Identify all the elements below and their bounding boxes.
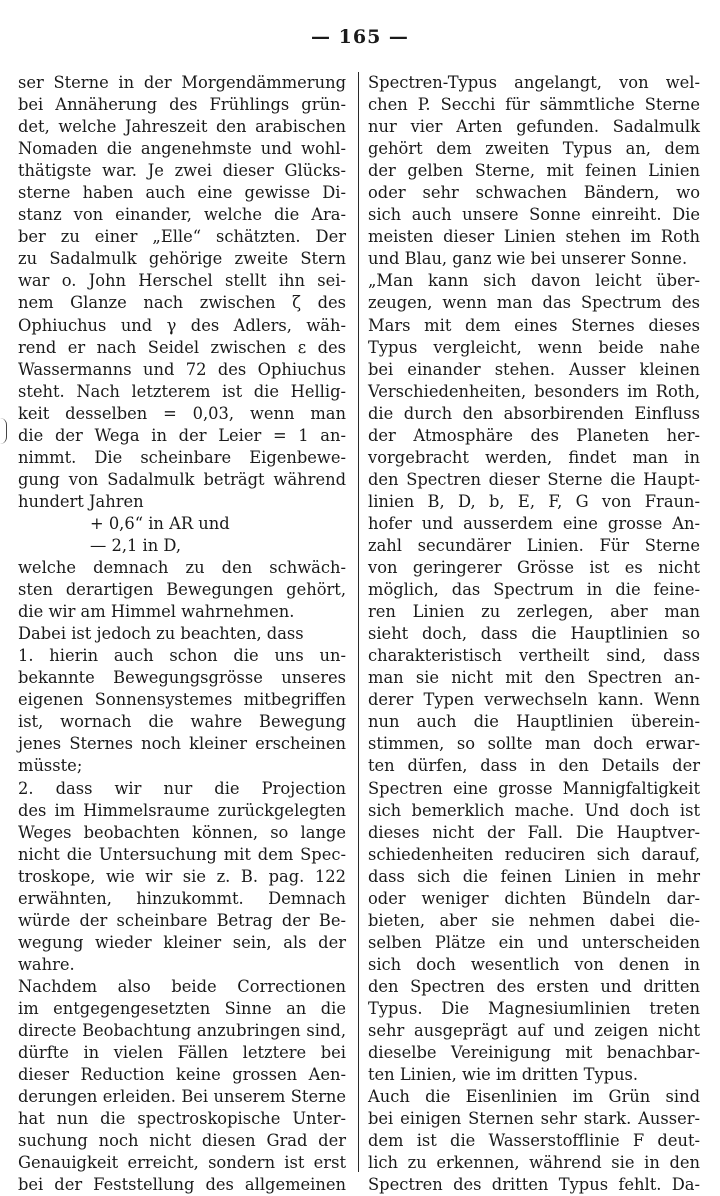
right-text-column [368,72,700,1196]
left-column-text-line: sterne haben auch eine gewisse Di- [18,183,346,203]
right-column-text-line: zahl secundärer Linien. Für Sterne [368,535,700,555]
left-column-text-line: det, welche Jahreszeit den arabischen [18,117,346,137]
left-column-text-line: + 0,6“ in AR und [90,513,230,533]
left-column-text-line: keit desselben = 0,03, wenn man [18,403,346,423]
right-column-text-line: meisten dieser Linien stehen im Roth [368,227,700,247]
left-column-text-line: jenes Sternes noch kleiner erscheinen [18,734,346,754]
left-column-text-line: derungen erleiden. Bei unserem Sterne [18,1087,346,1107]
right-column-text-line: oder weniger dichten Bündeln dar- [368,888,700,908]
right-column-text-line: oder sehr schwachen Bändern, wo [368,183,700,203]
left-column-text-line: 1. hierin auch schon die uns un- [18,646,346,666]
right-column-text-line: ten dürfen, dass in den Details der [368,756,700,776]
left-column-text-line: wahre. [18,954,75,974]
left-column-text-line: dürfte in vielen Fällen letztere bei [18,1043,346,1063]
left-column-text-line: war o. John Herschel stellt ihn sei- [18,271,346,291]
left-column-text-line: suchung noch nicht diesen Grad der [18,1131,346,1151]
left-column-text-line: müsste; [18,756,83,776]
right-column-text-line: „Man kann sich davon leicht über- [368,271,700,291]
left-column-text-line: ist, wornach die wahre Bewegung [18,712,346,732]
left-column-text-line: hat nun die spectroskopische Unter- [18,1109,346,1129]
right-column-text-line: gehört dem zweiten Typus an, dem [368,139,700,159]
left-column-text-line: hundert Jahren [18,491,144,511]
left-column-text-line: Wassermanns und 72 des Ophiuchus [18,359,346,379]
right-column-text-line: zeugen, wenn man das Spectrum des [368,293,700,313]
right-column-text-line: und Blau, ganz wie bei unserer Sonne. [368,249,688,269]
right-column-text-line: bei einander stehen. Ausser kleinen [368,359,700,379]
left-column-text-line: nem Glanze nach zwischen ζ des [18,293,346,313]
left-column-text-line: die der Wega in der Leier = 1 an- [18,425,346,445]
right-column-text-line: die durch den absorbirenden Einfluss [368,403,700,423]
left-column-text-line: nicht die Untersuchung mit dem Spec- [18,844,346,864]
right-column-text-line: nur vier Arten gefunden. Sadalmulk [368,117,700,137]
left-column-text-line: thätigste war. Je zwei dieser Glücks- [18,161,346,181]
left-column-text-line: rend er nach Seidel zwischen ε des [18,337,346,357]
left-column-text-line: eigenen Sonnensystemes mitbegriffen [18,690,346,710]
left-column-text-line: ber zu einer „Elle“ schätzten. Der [18,227,346,247]
left-text-column [18,72,346,1196]
right-column-text-line: schiedenheiten reduciren sich darauf, [368,844,700,864]
right-column-text-line: Auch die Eisenlinien im Grün sind [368,1087,700,1107]
right-column-text-line: Spectren-Typus angelangt, von wel- [368,73,700,92]
left-column-text-line: stanz von einander, welche die Ara- [18,205,346,225]
page-edge-mark [0,418,7,444]
right-column-text-line: Spectren eine grosse Mannigfaltigkeit [368,778,700,798]
right-column-text-line: linien B, D, b, E, F, G von Fraun- [368,491,700,511]
right-column-text-line: der gelben Sterne, mit feinen Linien [368,161,700,181]
right-column-text-line: stimmen, so sollte man doch erwar- [368,734,700,754]
left-column-text-line: bekannte Bewegungsgrösse unseres [18,668,346,688]
left-column-text-line: 2. dass wir nur die Projection [18,778,346,798]
right-column-text-line: dieses nicht der Fall. Die Hauptver- [368,822,700,842]
left-column-text-line: erwähnten, hinzukommt. Demnach [18,888,346,908]
column-divider [358,72,359,1172]
right-column-text-line: chen P. Secchi für sämmtliche Sterne [368,95,700,115]
left-column-text-line: sten derartigen Bewegungen gehört, [18,580,346,600]
right-column-text-line: sieht doch, dass die Hauptlinien so [368,624,700,644]
left-column-text-line: bei Annäherung des Frühlings grün- [18,95,346,115]
right-column-text-line: dieselbe Vereinigung mit benachbar- [368,1043,700,1063]
left-column-text-line: zu Sadalmulk gehörige zweite Stern [18,249,346,269]
left-column-text-line: nimmt. Die scheinbare Eigenbewe- [18,447,346,467]
right-column-text-line: sich bemerklich mache. Und doch ist [368,800,700,820]
right-column-text-line: Typus vergleicht, wenn beide nahe [368,337,700,357]
right-column-text-line: den Spectren dieser Sterne die Haupt- [368,469,700,489]
left-column-text-line: Weges beobachten können, so lange [18,822,346,842]
left-column-text-line: Genauigkeit erreicht, sondern ist erst [18,1153,346,1173]
right-column-text-line: sehr ausgeprägt auf und zeigen nicht [368,1021,700,1041]
right-column-text-line: möglich, das Spectrum in die feine- [368,580,700,600]
right-column-text-line: nun auch die Hauptlinien überein- [368,712,700,732]
right-column-text-line: Typus. Die Magnesiumlinien treten [368,998,700,1018]
left-column-text-line: des im Himmelsraume zurückgelegten [18,800,346,820]
right-column-text-line: vorgebracht werden, findet man in [368,447,700,467]
left-column-text-line: Nomaden die angenehmste und wohl- [18,139,346,159]
left-column-text-line: Ophiuchus und γ des Adlers, wäh- [18,315,346,335]
left-column-text-line: dieser Reduction keine grossen Aen- [18,1065,346,1085]
right-column-text-line: man sie nicht mit den Spectren an- [368,668,700,688]
right-column-text-line: selben Plätze ein und unterscheiden [368,932,700,952]
right-column-text-line: bei einigen Sternen sehr stark. Ausser- [368,1109,700,1129]
right-column-text-line: lich zu erkennen, während sie in den [368,1153,700,1173]
right-column-text-line: derer Typen verwechseln kann. Wenn [368,690,700,710]
right-column-text-line: ren Linien zu zerlegen, aber man [368,602,700,622]
left-column-text-line: — 2,1 in D, [90,535,182,555]
right-column-text-line: charakteristisch vertheilt sind, dass [368,646,700,666]
right-column-text-line: Mars mit dem eines Sternes dieses [368,315,700,335]
left-column-text-line: welche demnach zu den schwäch- [18,558,346,578]
left-column-text-line: gung von Sadalmulk beträgt während [18,469,346,489]
left-column-text-line: Nachdem also beide Correctionen [18,976,346,996]
left-column-text-line: bei der Feststellung des allgemeinen [18,1175,346,1195]
right-column-text-line: dem ist die Wasserstofflinie F deut- [368,1131,700,1151]
page-number: — 165 — [311,26,409,48]
left-column-text-line: ser Sterne in der Morgendämmerung [18,73,346,92]
left-column-text-line: Dabei ist jedoch zu beachten, dass [18,624,304,644]
left-column-text-line: wegung wieder kleiner sein, als der [18,932,346,952]
right-column-text-line: Verschiedenheiten, besonders im Roth, [368,381,700,401]
right-column-text-line: dass sich die feinen Linien in mehr [368,866,700,886]
right-column-text-line: ten Linien, wie im dritten Typus. [368,1065,639,1085]
right-column-text-line: Spectren des dritten Typus fehlt. Da- [368,1175,700,1195]
left-column-text-line: directe Beobachtung anzubringen sind, [18,1021,346,1041]
right-column-text-line: von geringerer Grösse ist es nicht [368,558,700,578]
right-column-text-line: sich auch unsere Sonne einreiht. Die [368,205,700,225]
left-column-text-line: troskope, wie wir sie z. B. pag. 122 [18,866,346,886]
left-column-text-line: würde der scheinbare Betrag der Be- [18,910,346,930]
right-column-text-line: der Atmosphäre des Planeten her- [368,425,700,445]
right-column-text-line: bieten, aber sie nehmen dabei die- [368,910,700,930]
right-column-text-line: sich doch wesentlich von denen in [368,954,700,974]
right-column-text-line: hofer und ausserdem eine grosse An- [368,513,700,533]
left-column-text-line: im entgegengesetzten Sinne an die [18,998,346,1018]
left-column-text-line: steht. Nach letzterem ist die Hellig- [18,381,346,401]
left-column-text-line: die wir am Himmel wahrnehmen. [18,602,295,622]
right-column-text-line: den Spectren des ersten und dritten [368,976,700,996]
